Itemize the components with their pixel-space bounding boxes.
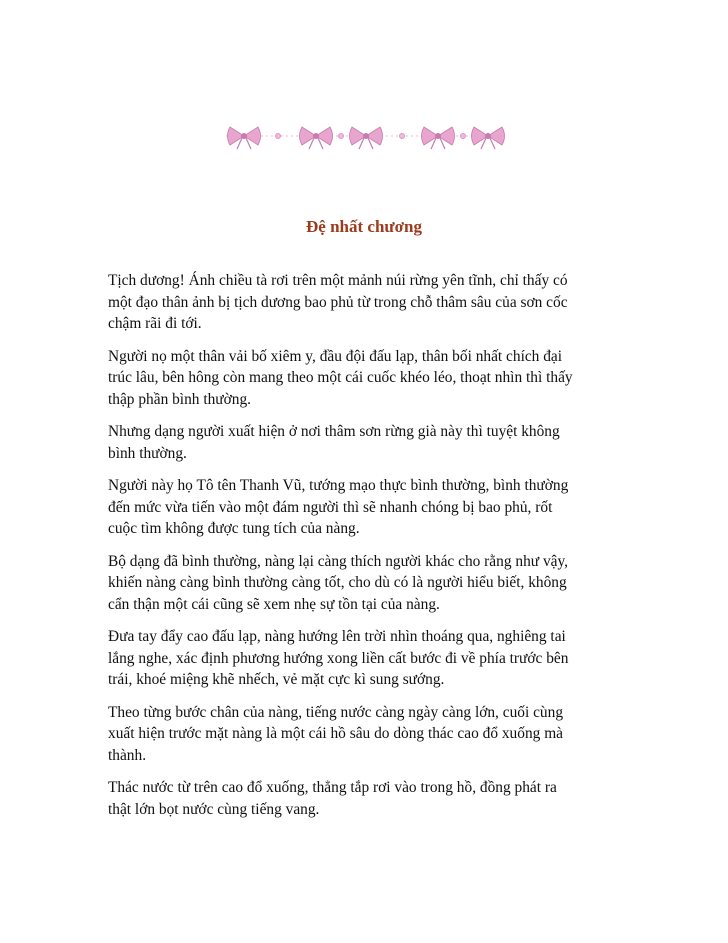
paragraph — [108, 777, 628, 820]
paragraph-line: trái, khoé miệng khẽ nhếch, vẻ mặt cực kì sung sướng. — [108, 671, 445, 688]
document-body — [108, 270, 628, 831]
bow-icon — [350, 127, 383, 149]
paragraph-line: cuộc tìm không được tung tích của nàng. — [108, 520, 360, 537]
paragraph — [108, 475, 628, 540]
paragraph-line: cẩn thận một cái cũng sẽ xem nhẹ sự tồn tại của nàng. — [108, 595, 440, 613]
paragraph-line: Nhưng dạng người xuất hiện ở nơi thâm sơn rừng già này thì tuyệt không — [108, 423, 560, 440]
paragraph — [108, 626, 628, 691]
paragraph-line: trúc lâu, bên hông còn mang theo một cái cuốc khéo léo, thoạt nhìn thì thấy — [108, 369, 573, 386]
paragraph — [108, 702, 628, 767]
paragraph — [108, 551, 628, 616]
paragraph-line: thập phần bình thường. — [108, 390, 252, 408]
paragraph-line: bình thường. — [108, 444, 187, 462]
paragraph-line: Bộ dạng đã bình thường, nàng lại càng thích người khác cho rằng như vậy, — [108, 552, 569, 570]
paragraph-line: một đạo thân ảnh bị tịch dương bao phủ từ trong chỗ thâm sâu của sơn cốc — [108, 293, 568, 311]
paragraph-line: chậm rãi đi tới. — [108, 315, 202, 332]
paragraph-line: thành. — [108, 746, 147, 764]
bead-icon — [399, 133, 404, 138]
paragraph-line: Người nọ một thân vải bố xiêm y, đầu đội đấu lạp, thân bối nhất chích đại — [108, 347, 563, 365]
paragraph-line: đến mức vừa tiến vào một đám người thì sẽ nhanh chóng bị bao phủ, rốt — [108, 498, 553, 516]
paragraph-line: thật lớn bọt nước cùng tiếng vang. — [108, 800, 320, 818]
paragraph-line: Đưa tay đẩy cao đấu lạp, nàng hướng lên trời nhìn thoáng qua, nghiêng tai — [108, 628, 566, 645]
paragraph-line: khiến nàng càng bình thường càng tốt, cho dù có là người hiểu biết, không — [108, 574, 567, 591]
paragraph-line: Người này họ Tô tên Thanh Vũ, tướng mạo thực bình thường, bình thường — [108, 477, 569, 494]
paragraph — [108, 270, 628, 335]
bow-icon — [422, 127, 455, 149]
bow-icon — [300, 127, 333, 149]
paragraph-line: Thác nước từ trên cao đổ xuống, thẳng tắp rơi vào trong hồ, đồng phát ra — [108, 779, 557, 796]
bead-icon — [338, 133, 343, 138]
bow-icon — [472, 127, 505, 149]
bow-icon — [228, 127, 261, 149]
bow-ribbon-border-icon — [216, 118, 512, 154]
paragraph-line: Theo từng bước chân của nàng, tiếng nước càng ngày càng lớn, cuối cùng — [108, 703, 564, 721]
paragraph — [108, 421, 628, 464]
paragraph-line: Tịch dương! Ánh chiều tà rơi trên một mảnh núi rừng yên tĩnh, chỉ thấy có — [108, 272, 568, 289]
paragraph-line: lắng nghe, xác định phương hướng xong liền cất bước đi về phía trước bên — [108, 649, 569, 667]
paragraph — [108, 346, 628, 411]
bead-icon — [275, 133, 280, 138]
chapter-title: Đệ nhất chương — [306, 217, 422, 236]
bead-icon — [460, 133, 465, 138]
paragraph-line: xuất hiện trước mặt nàng là một cái hồ sâu do dòng thác cao đổ xuống mà — [108, 725, 563, 742]
